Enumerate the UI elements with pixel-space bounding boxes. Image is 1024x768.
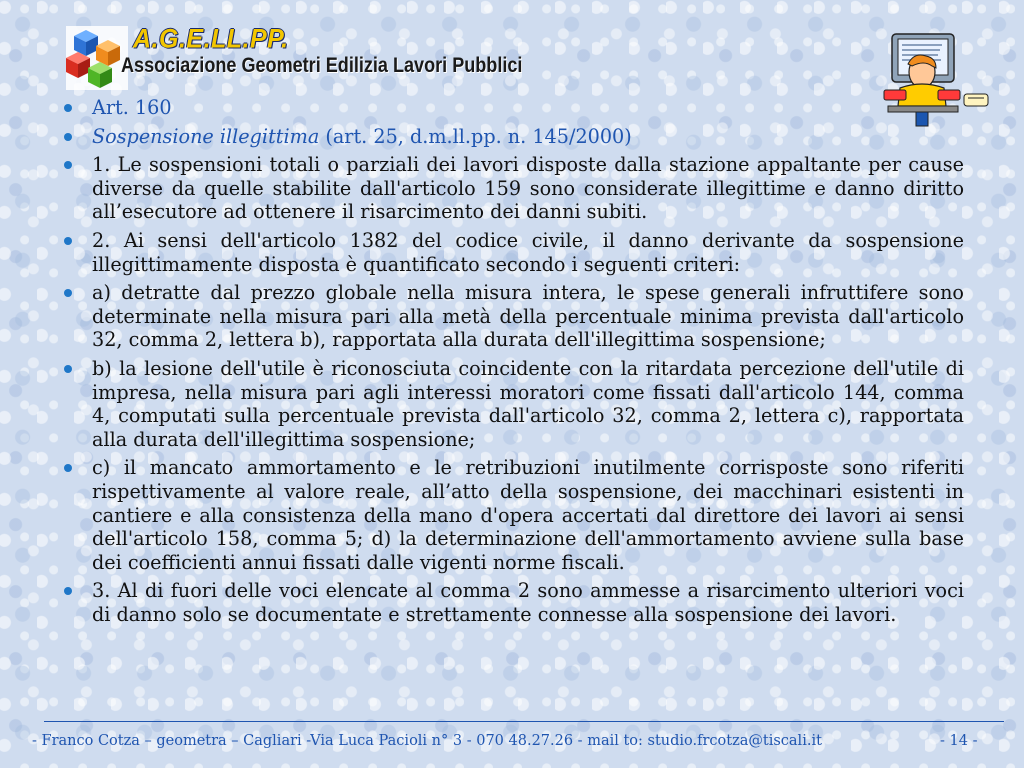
slide-body	[60, 96, 964, 631]
cube-logo-icon	[66, 26, 128, 90]
list-item: 2. Ai sensi dell'articolo 1382 del codice civile, il danno derivante da sospensione illegittimamente disposta è quantificato secondo i seguenti criteri:	[60, 229, 964, 276]
list-item: a) detratte dal prezzo globale nella misura intera, le spese generali infruttifere sono determinate nella misura pari alla metà della percentuale minima prevista dall'articolo 32, comma 2, lettera b), rapportata alla durata dell'illegittima sospensione;	[60, 281, 964, 352]
list-item-subject	[60, 125, 964, 149]
logo-title: A.G.E.LL.PP.	[133, 23, 289, 55]
page-number: - 14 -	[940, 733, 978, 749]
article-heading: Art. 160	[92, 96, 172, 119]
list-item: c) il mancato ammortamento e le retribuzioni inutilmente corrisposte sono riferiti rispettivamente al valore reale, all’atto della sospensione, dei macchinari esistenti in cantiere e alla consistenza della mano d'opera accertati dal direttore dei lavori ai sensi dell'articolo 158, comma 5; d) la determinazione dell'ammortamento avviene sulla base dei coefficienti annui fissati dalle vigenti norme fiscali.	[60, 456, 964, 574]
footer-divider	[44, 721, 1004, 722]
footer-contact: - Franco Cotza – geometra – Cagliari -Via Luca Pacioli n° 3 - 070 48.27.26 - mail to: studio.frcotza@tiscali.it	[32, 733, 822, 749]
list-item: 3. Al di fuori delle voci elencate al comma 2 sono ammesse a risarcimento ulteriori voci di danno solo se documentate e strettamente connesse alla sospensione dei lavori.	[60, 579, 964, 626]
list-item-article	[60, 96, 964, 120]
subject-reference: (art. 25, d.m.ll.pp. n. 145/2000)	[319, 124, 632, 148]
list-item: b) la lesione dell'utile è riconosciuta coincidente con la ritardata percezione dell'utile di impresa, nella misura pari agli interessi moratori come fissati dall'articolo 144, comma 4, computati sulla percentuale prevista dall'articolo 32, comma 2, lettera c), rapportata alla durata dell'illegittima sospensione;	[60, 357, 964, 451]
list-item: 1. Le sospensioni totali o parziali dei lavori disposte dalla stazione appaltante per cause diverse da quelle stabilite dall'articolo 159 sono considerate illegittime e danno diritto all’esecutore ad ottenere il risarcimento dei danni subiti.	[60, 153, 964, 224]
logo-subtitle: Associazione Geometri Edilizia Lavori Pubblici	[121, 54, 523, 77]
subject-heading: Sospensione illegittima	[92, 124, 320, 148]
bullet-list	[60, 96, 964, 626]
